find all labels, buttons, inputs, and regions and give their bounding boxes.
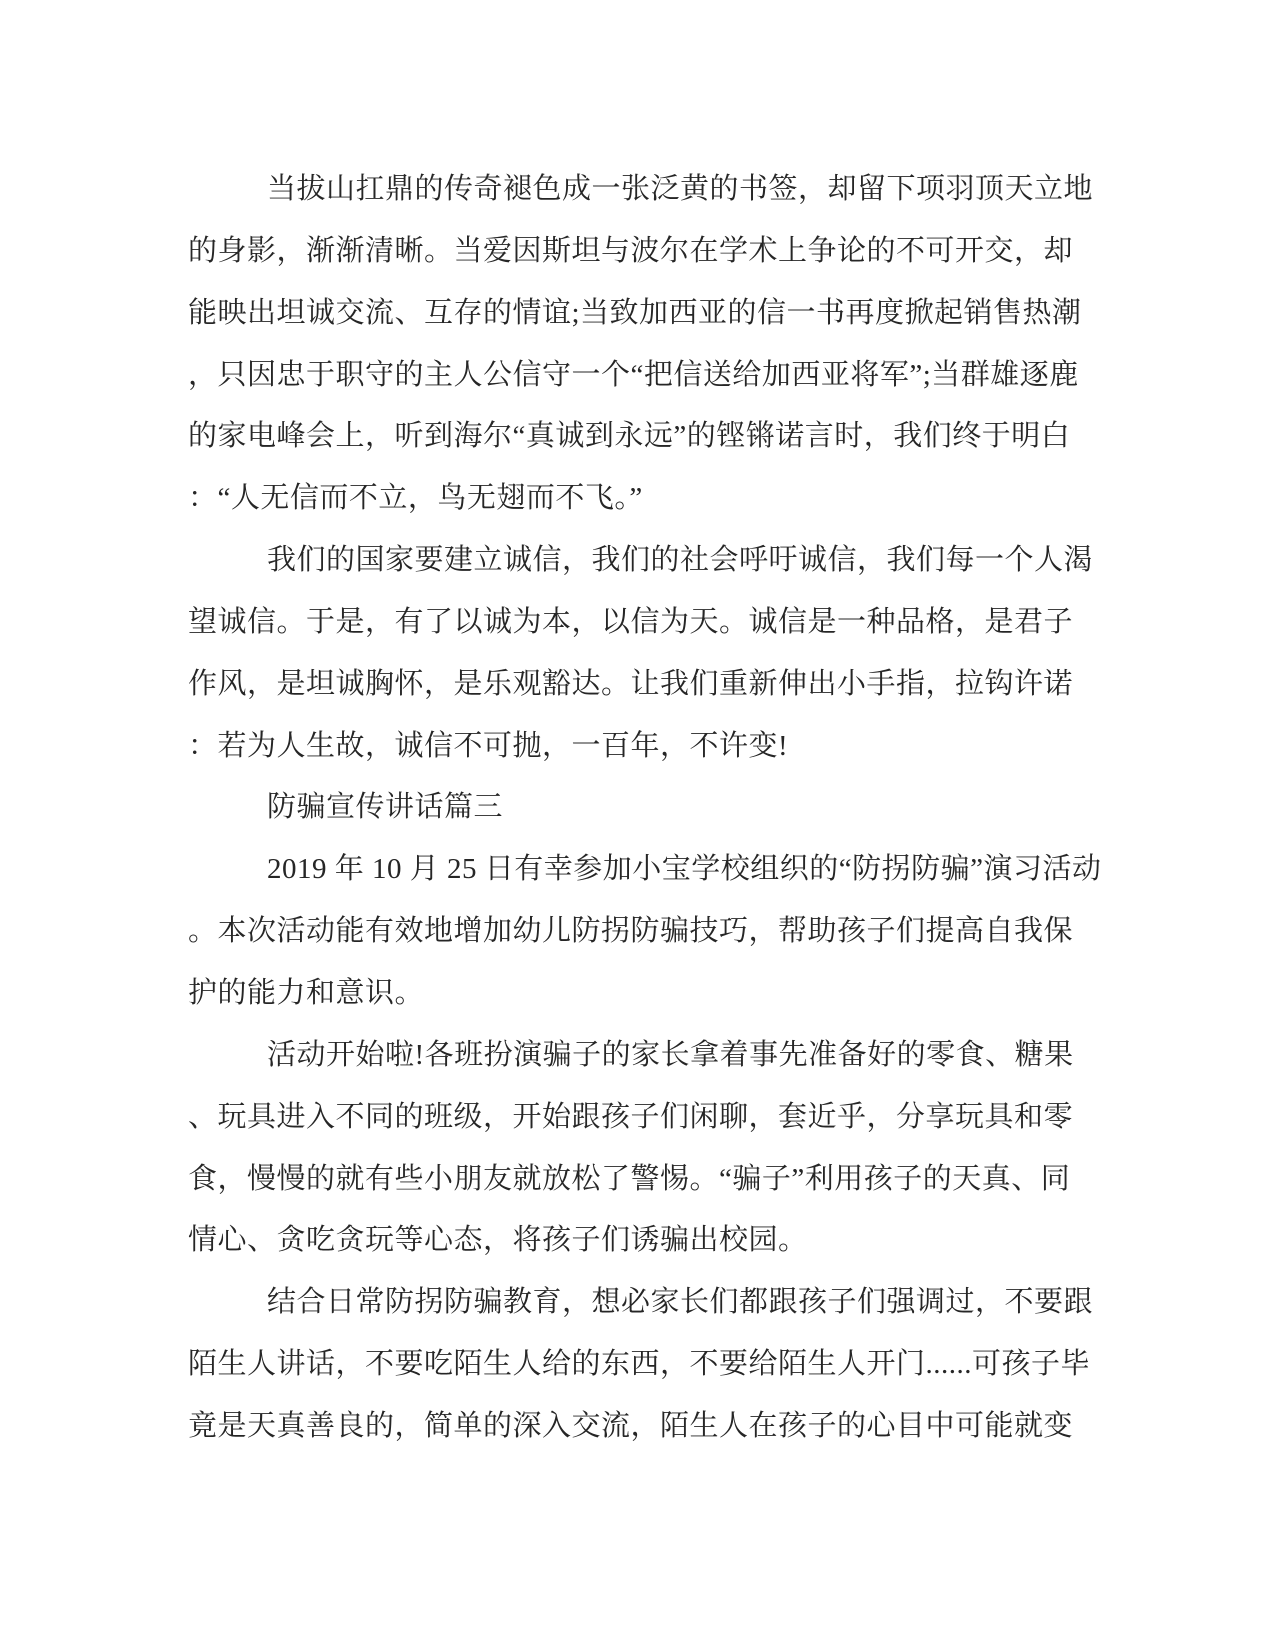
document-text-block bbox=[188, 159, 1102, 1458]
text-line: 能映出坦诚交流、互存的情谊;当致加西亚的信一书再度掀起销售热潮 bbox=[188, 296, 1082, 329]
text-line: 竟是天真善良的，简单的深入交流，陌生人在孩子的心目中可能就变 bbox=[188, 1409, 1074, 1442]
text-line: 情心、贪吃贪玩等心态，将孩子们诱骗出校园。 bbox=[188, 1224, 808, 1257]
text-line: 的身影，渐渐清晰。当爱因斯坦与波尔在学术上争论的不可开交，却 bbox=[188, 234, 1074, 267]
text-line: 陌生人讲话，不要吃陌生人给的东西，不要给陌生人开门......可孩子毕 bbox=[188, 1348, 1091, 1381]
text-line: ：若为人生故，诚信不可抛，一百年，不许变! bbox=[188, 729, 789, 762]
paragraph-drill-intro bbox=[188, 839, 1102, 1025]
paragraph-activity-description bbox=[188, 1025, 1098, 1272]
paragraph-integrity-pledge bbox=[188, 530, 1098, 777]
text-line: 2019 年 10 月 25 日有幸参加小宝学校组织的“防拐防骗”演习活动 bbox=[267, 853, 1102, 886]
text-line: 活动开始啦!各班扮演骗子的家长拿着事先准备好的零食、糖果 bbox=[267, 1038, 1074, 1071]
text-line: ，只因忠于职守的主人公信守一个“把信送给加西亚将军”;当群雄逐鹿 bbox=[188, 358, 1079, 391]
text-line: 防骗宣传讲话篇三 bbox=[267, 791, 504, 824]
text-line: 。本次活动能有效地增加幼儿防拐防骗技巧，帮助孩子们提高自我保 bbox=[188, 915, 1074, 948]
text-line: 作风，是坦诚胸怀，是乐观豁达。让我们重新伸出小手指，拉钩许诺 bbox=[188, 667, 1074, 700]
section-heading-part-three bbox=[188, 777, 1098, 839]
text-line: 我们的国家要建立诚信，我们的社会呼吁诚信，我们每一个人渴 bbox=[267, 544, 1094, 577]
text-line: 当拔山扛鼎的传奇褪色成一张泛黄的书签，却留下项羽顶天立地 bbox=[267, 173, 1094, 205]
text-line: 护的能力和意识。 bbox=[188, 976, 425, 1009]
paragraph-integrity-examples bbox=[188, 159, 1098, 530]
text-line: 食，慢慢的就有些小朋友就放松了警惕。“骗子”利用孩子的天真、同 bbox=[188, 1162, 1071, 1195]
text-line: ：“人无信而不立，鸟无翅而不飞。” bbox=[188, 482, 643, 515]
paragraph-daily-education bbox=[188, 1272, 1098, 1458]
text-line: 的家电峰会上，听到海尔“真诚到永远”的铿锵诺言时，我们终于明白 bbox=[188, 420, 1071, 453]
text-line: 望诚信。于是，有了以诚为本，以信为天。诚信是一种品格，是君子 bbox=[188, 605, 1074, 638]
text-line: 结合日常防拐防骗教育，想必家长们都跟孩子们强调过，不要跟 bbox=[267, 1286, 1094, 1319]
text-line: 、玩具进入不同的班级，开始跟孩子们闲聊，套近乎，分享玩具和零 bbox=[188, 1100, 1074, 1133]
